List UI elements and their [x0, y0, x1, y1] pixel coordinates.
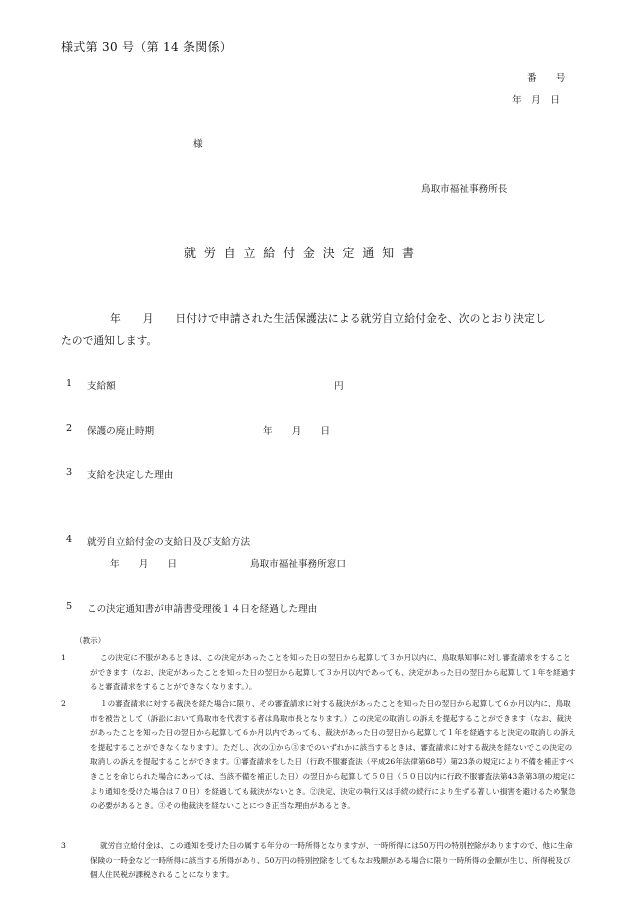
item-1-number: 1 — [66, 378, 73, 389]
item-1-unit: 円 — [334, 381, 344, 392]
item-2-label: 保護の廃止時期 — [87, 426, 155, 437]
note-2-text: １の審査請求に対する裁決を経た場合に限り、その審査請求に対する裁決があったことを知った日の翌日から起算して６か月以内に、鳥取市を被告として（訴訟において鳥取市を代表する者は鳥取市長となります。）この決定の取消しの訴えを提起することができます（なお、裁決があったことを知った日の翌日から起算して６か月以内であっても、裁決があった日の翌日から起算して１年を経過すると決定の取消しの訴えを提起することができなくなります）。ただし、次の①から③までのいずれかに該当するときは、審査請求に対する裁決を経ないでこの決定の取消しの訴えを提起することができます。①審査請求をした日（行政不服審査法（平成26年法律第68号）第23条の規定により不備を補正すべきことを命じられた場合にあっては、当該不備を補正した日）の翌日から起算して５０日（５０日以内に行政不服審査法第43条第3項の規定により通知を受けた場合は７０日）を経過しても裁決がないとき。②決定、決定の執行又は手続の続行により生ずる著しい損害を避けるため緊急の必要があるとき。③その他裁決を経ないことにつき正当な理由があるとき。 — [90, 699, 576, 811]
item-1-label: 支給額 — [87, 381, 116, 392]
document-date-label: 年 月 日 — [512, 95, 560, 106]
note-2 — [61, 697, 576, 814]
note-2-number: 2 — [61, 699, 66, 708]
notes-heading: （教示） — [75, 636, 106, 645]
item-3-label: 支給を決定した理由 — [87, 470, 174, 481]
item-2-date: 年 月 日 — [263, 426, 331, 437]
item-2-number: 2 — [66, 423, 73, 434]
intro-line-1: 年 月 日付けで申請された生活保護法による就労自立給付金を、次のとおり決定し — [110, 312, 546, 325]
item-5-label: この決定通知書が申請書受理後１４日を経過した理由 — [87, 604, 318, 615]
form-number: 様式第 30 号（第 14 条関係） — [61, 40, 233, 54]
note-1 — [61, 651, 576, 695]
note-3 — [61, 839, 576, 883]
item-5-number: 5 — [66, 601, 73, 612]
note-3-number: 3 — [61, 841, 66, 850]
item-4-place: 鳥取市福祉事務所窓口 — [250, 559, 346, 570]
intro-line-2: たので通知します。 — [61, 334, 158, 347]
item-4-date: 年 月 日 — [110, 559, 178, 570]
note-3-text: 就労自立給付金は、この通知を受けた日の属する年分の一時所得となりますが、一時所得には50万円の特別控除がありますので、他に生命保険の一時金など一時所得に該当する所得があり、50万円の特別控除をしてもなお残額がある場合に限り一時所得の金額が生じ、所得税及び個人住民税が課税されることになります。 — [90, 841, 573, 880]
issuer-name: 鳥取市福祉事務所長 — [421, 184, 508, 195]
document-number-label: 番 号 — [527, 73, 566, 84]
note-1-number: 1 — [61, 653, 66, 662]
document-title: 就 労 自 立 給 付 金 決 定 通 知 書 — [184, 246, 416, 260]
item-4-label: 就労自立給付金の支給日及び支給方法 — [87, 537, 251, 548]
item-3-number: 3 — [66, 467, 73, 478]
item-4-number: 4 — [66, 534, 73, 545]
note-1-text: この決定に不服があるときは、この決定があったことを知った日の翌日から起算して３か月以内に、鳥取県知事に対し審査請求をすることができます（なお、決定があったことを知った日の翌日から起算して３か月以内であっても、決定があった日の翌日から起算して１年を経過すると審査請求をすることができなくなります。）。 — [90, 653, 576, 692]
addressee-suffix: 様 — [193, 139, 203, 150]
